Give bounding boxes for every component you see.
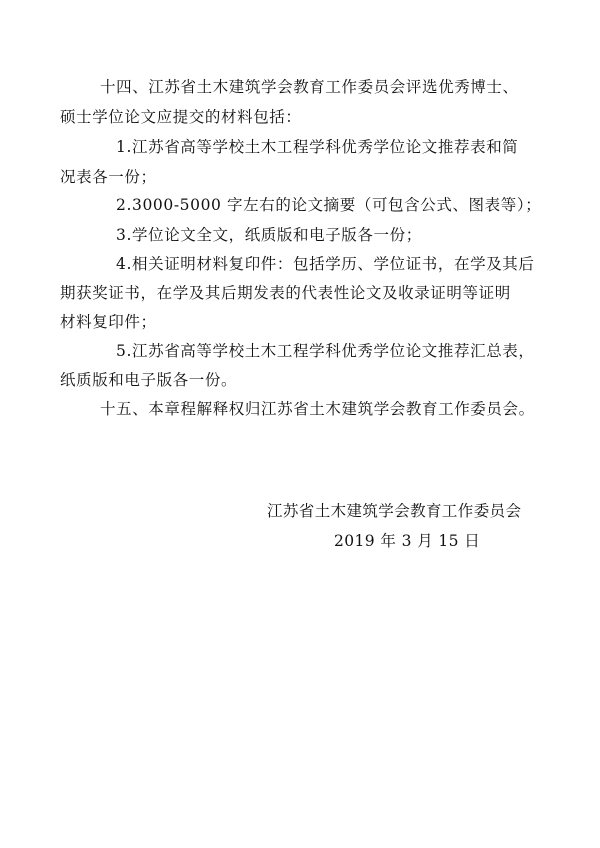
item-2-line-1: 2.3000-5000 字左右的论文摘要（可包含公式、图表等）；: [116, 196, 542, 214]
item-4-line-2: 期获奖证书，在学及其后期发表的代表性论文及收录证明等证明: [60, 284, 511, 302]
item-3-line-1: 3.学位论文全文，纸质版和电子版各一份；: [116, 226, 422, 244]
item-1-line-2: 况表各一份；: [60, 168, 157, 186]
item-1-line-1: 1.江苏省高等学校土木工程学科优秀学位论文推荐表和简: [116, 138, 519, 156]
item-4-line-1: 4.相关证明材料复印件：包括学历、学位证书，在学及其后: [116, 255, 535, 273]
signature-organization: 江苏省土木建筑学会教育工作委员会: [267, 502, 522, 520]
item-4-line-3: 材料复印件；: [60, 313, 157, 331]
item-5-line-1: 5.江苏省高等学校土木工程学科优秀学位论文推荐汇总表，: [116, 342, 535, 360]
item-5-line-2: 纸质版和电子版各一份。: [60, 371, 238, 389]
signature-date: 2019 年 3 月 15 日: [334, 532, 481, 550]
clause-15-line-1: 十五、本章程解释权归江苏省土木建筑学会教育工作委员会。: [100, 400, 535, 418]
clause-14-line-2: 硕士学位论文应提交的材料包括：: [60, 108, 302, 126]
clause-14-line-1: 十四、江苏省土木建筑学会教育工作委员会评选优秀博士、: [100, 78, 519, 96]
